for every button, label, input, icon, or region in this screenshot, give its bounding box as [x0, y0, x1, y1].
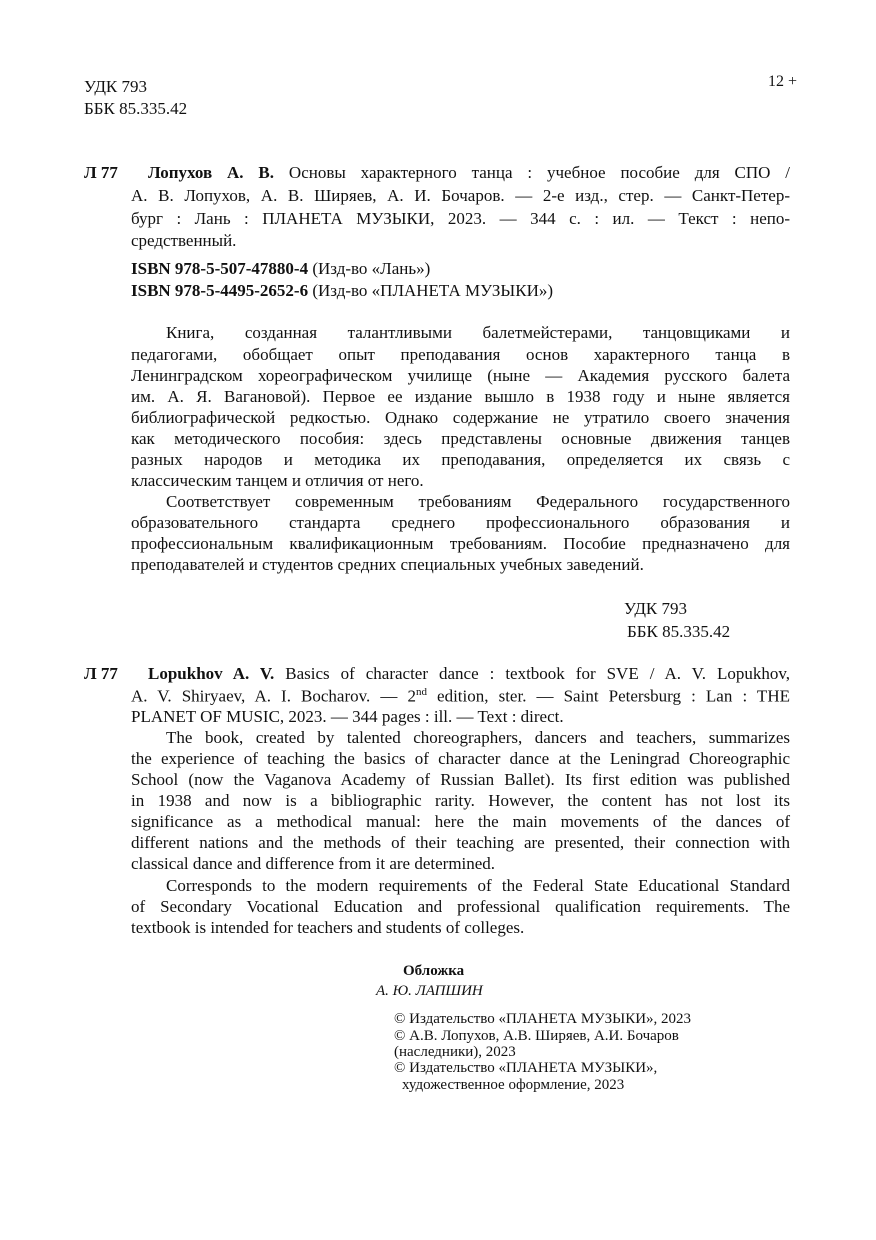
en-standard-line: textbook is intended for teachers and students of colleges.: [131, 918, 525, 937]
en-entry-line-3: PLANET OF MUSIC, 2023. — 344 pages : ill. — Text : direct.: [131, 707, 564, 726]
ru-abstract-line: Книга, созданная талантливыми балетмейстерами, танцовщиками и: [166, 323, 790, 342]
ru-entry-line-1: [148, 163, 790, 183]
en-title: Basics of character dance : textbook for SVE / A. V. Lopukhov,: [285, 664, 791, 683]
ru-entry-line-3: бург : Лань : ПЛАНЕТА МУЗЫКИ, 2023. — 344 с. : ил. — Текст : непо-: [131, 209, 790, 228]
ru-entry-code: Л 77: [84, 163, 118, 182]
en-abstract-line: the experience of teaching the basics of character dance at the Leningrad Choreographic: [131, 749, 790, 768]
en-authors: A. V. Shiryaev, A. I. Bocharov. — 2: [131, 686, 416, 706]
ru-entry-line-4: средственный.: [131, 231, 237, 250]
copyright-line: (наследники), 2023: [394, 1044, 516, 1060]
en-standard-line: Corresponds to the modern requirements of the Federal State Educational Standard: [166, 876, 790, 895]
copyright-line: художественное оформление, 2023: [402, 1077, 625, 1093]
bbk-top: ББК 85.335.42: [84, 99, 188, 118]
ru-author: Лопухов А. В.: [148, 163, 275, 182]
en-abstract-line: significance as a methodical manual: here the main movements of the dances of: [131, 812, 790, 831]
copyright-line: © Издательство «ПЛАНЕТА МУЗЫКИ»,: [394, 1060, 658, 1076]
cover-label: Обложка: [403, 963, 465, 979]
ru-standard-line: Соответствует современным требованиям Федерального государственного: [166, 492, 790, 511]
udk-right: УДК 793: [624, 599, 688, 618]
ru-title: Основы характерного танца : учебное пособие для СПО /: [288, 163, 791, 182]
en-standard-line: of Secondary Vocational Education and professional qualification requirements. The: [131, 897, 790, 916]
en-abstract-line: The book, created by talented choreographers, dancers and teachers, summarizes: [166, 728, 790, 747]
cover-artist: А. Ю. ЛАПШИН: [376, 983, 483, 999]
isbn-planeta: [131, 281, 553, 301]
en-abstract-line: classical dance and difference from it are determined.: [131, 854, 496, 873]
en-entry-line-2: [131, 686, 790, 707]
ru-abstract-line: классическим танцем и отличия от него.: [131, 471, 424, 490]
udk-top: УДК 793: [84, 77, 148, 96]
ru-abstract-line: разных народов и методика их преподавания, определяется их связь с: [131, 450, 790, 469]
ru-abstract-line: педагогами, обобщает опыт преподавания основ характерного танца в: [131, 345, 790, 364]
isbn-lan-publisher: (Изд-во «Лань»): [312, 259, 431, 278]
age-rating: 12 +: [768, 73, 798, 90]
en-edition-suffix: nd: [415, 686, 427, 698]
en-edition-rest: edition, ster. — Saint Petersburg : Lan : THE: [426, 686, 790, 706]
ru-abstract-line: им. А. Я. Вагановой). Первое ее издание вышло в 1938 году и ныне является: [131, 387, 790, 406]
bbk-right: ББК 85.335.42: [627, 622, 731, 641]
isbn-planeta-number: ISBN 978-5-4495-2652-6: [131, 281, 309, 300]
ru-entry-line-2: А. В. Лопухов, А. В. Ширяев, А. И. Бочаров. — 2-е изд., стер. — Санкт-Петер-: [131, 186, 790, 205]
en-entry-code: Л 77: [84, 664, 118, 683]
copyright-line: © Издательство «ПЛАНЕТА МУЗЫКИ», 2023: [394, 1011, 692, 1027]
isbn-lan: [131, 259, 430, 279]
ru-abstract-line: библиографической редкостью. Однако содержание не утратило своего значения: [131, 408, 790, 427]
ru-standard-line: профессиональным квалификационным требованиям. Пособие предназначено для: [131, 534, 790, 553]
ru-standard-line: преподавателей и студентов средних специальных учебных заведений.: [131, 555, 644, 574]
en-abstract-line: different nations and the methods of their teaching are presented, their connection with: [131, 833, 790, 852]
ru-standard-line: образовательного стандарта среднего профессионального образования и: [131, 513, 790, 532]
en-abstract-line: School (now the Vaganova Academy of Russian Ballet). Its first edition was published: [131, 770, 790, 789]
isbn-planeta-publisher: (Изд-во «ПЛАНЕТА МУЗЫКИ»): [312, 281, 554, 300]
en-author: Lopukhov A. V.: [148, 664, 275, 683]
isbn-lan-number: ISBN 978-5-507-47880-4: [131, 259, 309, 278]
ru-abstract-line: Ленинградском хореографическом училище (ныне — Академия русского балета: [131, 366, 790, 385]
copyright-line: © А.В. Лопухов, А.В. Ширяев, А.И. Бочаров: [394, 1028, 679, 1044]
en-entry-line-1: [148, 664, 790, 684]
ru-abstract-line: как методического пособия: здесь представлены основные движения танцев: [131, 429, 790, 448]
en-abstract-line: in 1938 and now is a bibliographic rarity. However, the content has not lost its: [131, 791, 790, 810]
